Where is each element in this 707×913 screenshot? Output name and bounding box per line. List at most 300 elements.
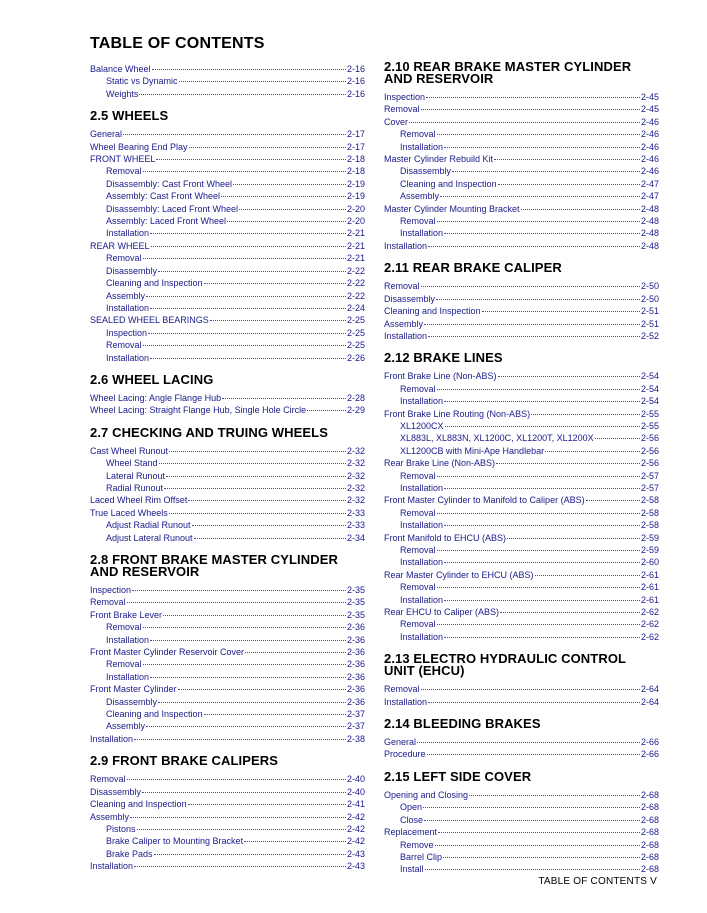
toc-entry-page-number: 2-21: [346, 253, 365, 264]
toc-entry-link[interactable]: [384, 153, 659, 165]
dot-leader: [179, 81, 346, 82]
dot-leader: [204, 283, 346, 284]
toc-entry-page-number: 2-36: [346, 671, 365, 682]
toc-entry-link[interactable]: [90, 634, 365, 646]
toc-entry-page-number: 2-66: [640, 737, 659, 748]
dot-leader: [150, 640, 346, 641]
toc-entry-link[interactable]: [384, 178, 659, 190]
toc-entry-link[interactable]: [384, 839, 659, 851]
toc-entry-label: Installation: [106, 634, 150, 645]
toc-entry-link[interactable]: [90, 596, 365, 608]
toc-entry-link[interactable]: [90, 165, 365, 177]
toc-entry-link[interactable]: [90, 671, 365, 683]
toc-entry-link[interactable]: [384, 863, 659, 875]
section-heading[interactable]: 2.9 FRONT BRAKE CALIPERS: [90, 753, 279, 769]
toc-entry-page-number: 2-21: [346, 228, 365, 239]
toc-entry-link[interactable]: [90, 265, 365, 277]
toc-entry-link[interactable]: [90, 327, 365, 339]
toc-entry-page-number: 2-61: [640, 582, 659, 593]
dot-leader: [409, 122, 640, 123]
toc-entry-page-number: 2-68: [640, 814, 659, 825]
toc-entry-link[interactable]: [384, 128, 659, 140]
toc-entry-label: Installation: [400, 520, 444, 531]
toc-entry-label: Removal: [106, 622, 142, 633]
toc-section-2-12-brake-lines: [384, 352, 659, 643]
dot-leader: [143, 664, 346, 665]
dot-leader: [500, 612, 640, 613]
toc-entry-link[interactable]: [90, 63, 365, 75]
dot-leader: [221, 196, 346, 197]
dot-leader: [210, 320, 346, 321]
dot-leader: [164, 488, 346, 489]
toc-entry-label: Inspection: [384, 92, 426, 102]
toc-entry-link[interactable]: [90, 88, 365, 100]
toc-entry-link[interactable]: [90, 798, 365, 810]
toc-entry-link[interactable]: [90, 352, 365, 364]
toc-entry-page-number: 2-43: [346, 861, 365, 872]
toc-entry-page-number: 2-22: [346, 290, 365, 301]
toc-entry-label: Installation: [400, 141, 444, 152]
toc-entry-page-number: 2-32: [346, 495, 365, 506]
toc-entry-label: Front Brake Line (Non-ABS): [384, 371, 497, 382]
dot-leader: [443, 857, 640, 858]
toc-entry-page-number: 2-68: [640, 827, 659, 838]
dot-leader: [166, 476, 346, 477]
toc-entry-page-number: 2-68: [640, 864, 659, 875]
toc-entry-link[interactable]: [90, 733, 365, 745]
dot-leader: [244, 841, 346, 842]
toc-entry-label: Brake Pads: [106, 848, 153, 859]
toc-entry-link[interactable]: [384, 305, 659, 317]
toc-entry-page-number: 2-21: [346, 240, 365, 251]
toc-entry-link[interactable]: [90, 860, 365, 872]
dot-leader: [150, 358, 346, 359]
toc-section-2-10-rear-brake-master-cylinder-and-reservoir: [384, 61, 659, 252]
toc-entry-label: Wheel Stand: [106, 458, 158, 469]
toc-section-continued: [90, 63, 365, 100]
toc-entry-link[interactable]: [384, 318, 659, 330]
toc-entry-link[interactable]: [384, 683, 659, 695]
toc-entry-link[interactable]: [384, 215, 659, 227]
dot-leader: [156, 159, 346, 160]
section-heading[interactable]: 2.7 CHECKING AND TRUING WHEELS: [90, 424, 328, 440]
toc-entry-link[interactable]: [90, 290, 365, 302]
toc-entry-label: Front Brake Lever: [90, 609, 163, 620]
toc-entry-link[interactable]: [384, 631, 659, 643]
dot-leader: [438, 832, 640, 833]
toc-entry-link[interactable]: [384, 494, 659, 506]
toc-entry-link[interactable]: [90, 457, 365, 469]
dot-leader: [150, 677, 346, 678]
toc-entry-link[interactable]: [90, 584, 365, 596]
toc-entry-label: Installation: [106, 352, 150, 363]
toc-entry-page-number: 2-58: [640, 520, 659, 531]
toc-entry-page-number: 2-20: [346, 203, 365, 214]
dot-leader: [452, 171, 640, 172]
toc-entry-page-number: 2-33: [346, 507, 365, 518]
section-heading[interactable]: 2.12 BRAKE LINES: [384, 350, 503, 366]
toc-entry-link[interactable]: [384, 91, 659, 103]
toc-entry-label: Installation: [400, 594, 444, 605]
toc-section-2-11-rear-brake-caliper: [384, 262, 659, 342]
toc-entry-label: Removal: [400, 507, 436, 518]
toc-entry-page-number: 2-64: [640, 696, 659, 707]
toc-entry-link[interactable]: [90, 848, 365, 860]
toc-entry-link[interactable]: [90, 507, 365, 519]
dot-leader: [437, 389, 640, 390]
toc-entry-link[interactable]: [90, 252, 365, 264]
toc-entry-label: Brake Caliper to Mounting Bracket: [106, 836, 244, 847]
toc-entry-link[interactable]: [384, 445, 659, 457]
toc-entry-link[interactable]: [90, 708, 365, 720]
dot-leader: [150, 308, 346, 309]
toc-entry-link[interactable]: [384, 789, 659, 801]
toc-entry-page-number: 2-40: [346, 786, 365, 797]
toc-entry-page-number: 2-68: [640, 851, 659, 862]
toc-entry-link[interactable]: [384, 696, 659, 708]
toc-entry-page-number: 2-36: [346, 634, 365, 645]
toc-entry-page-number: 2-51: [640, 306, 659, 317]
toc-entry-label: Cover: [384, 116, 409, 127]
toc-entry-label: Removal: [106, 166, 142, 177]
toc-entry-label: Cleaning and Inspection: [90, 799, 187, 810]
toc-entry-link[interactable]: [90, 190, 365, 202]
toc-entry-link[interactable]: [90, 786, 365, 798]
dot-leader: [444, 525, 640, 526]
toc-entry-link[interactable]: [384, 594, 659, 606]
toc-entry-page-number: 2-62: [640, 607, 659, 618]
toc-entry-label: Installation: [384, 240, 428, 251]
toc-entry-label: Assembly: [90, 811, 130, 822]
toc-entry-label: Static vs Dynamic: [106, 76, 178, 87]
toc-entry-page-number: 2-16: [346, 64, 365, 74]
toc-entry-link[interactable]: [384, 432, 659, 444]
section-heading[interactable]: 2.15 LEFT SIDE COVER: [384, 768, 532, 784]
toc-entry-link[interactable]: [90, 823, 365, 835]
toc-entry-page-number: 2-37: [346, 721, 365, 732]
toc-entry-link[interactable]: [384, 826, 659, 838]
dot-leader: [132, 590, 346, 591]
toc-entry-label: XL883L, XL883N, XL1200C, XL1200T, XL1200X: [400, 433, 594, 444]
toc-entry-page-number: 2-46: [640, 141, 659, 152]
toc-entry-page-number: 2-60: [640, 557, 659, 568]
dot-leader: [444, 562, 640, 563]
toc-entry-page-number: 2-18: [346, 166, 365, 177]
toc-entry-page-number: 2-25: [346, 315, 365, 326]
toc-entry-link[interactable]: [384, 330, 659, 342]
toc-entry-page-number: 2-48: [640, 228, 659, 239]
toc-entry-link[interactable]: [90, 482, 365, 494]
toc-entry-link[interactable]: [90, 696, 365, 708]
dot-leader: [143, 345, 346, 346]
section-heading[interactable]: 2.6 WHEEL LACING: [90, 371, 214, 387]
dot-leader: [437, 476, 640, 477]
toc-entry-link[interactable]: [384, 370, 659, 382]
dot-leader: [143, 627, 346, 628]
toc-entry-label: Barrel Clip: [400, 851, 443, 862]
toc-entry-link[interactable]: [384, 482, 659, 494]
toc-entry-page-number: 2-42: [346, 836, 365, 847]
toc-entry-label: SEALED WHEEL BEARINGS: [90, 315, 209, 326]
toc-entry-page-number: 2-46: [640, 116, 659, 127]
toc-entry-page-number: 2-19: [346, 191, 365, 202]
dot-leader: [469, 795, 640, 796]
toc-entry-label: REAR WHEEL: [90, 240, 150, 251]
dot-leader: [427, 754, 640, 755]
dot-leader: [437, 134, 640, 135]
toc-entry-link[interactable]: [384, 190, 659, 202]
toc-entry-label: Installation: [400, 631, 444, 642]
toc-entry-label: Front Master Cylinder: [90, 684, 177, 695]
toc-entry-link[interactable]: [384, 457, 659, 469]
toc-entry-label: Adjust Lateral Runout: [106, 532, 193, 543]
toc-entry-link[interactable]: [90, 470, 365, 482]
toc-entry-link[interactable]: [90, 178, 365, 190]
toc-entry-link[interactable]: [90, 532, 365, 544]
toc-entry-link[interactable]: [90, 835, 365, 847]
toc-entry-page-number: 2-35: [346, 609, 365, 620]
toc-entry-link[interactable]: [90, 811, 365, 823]
toc-entry-link[interactable]: [384, 408, 659, 420]
toc-entry-link[interactable]: [90, 141, 365, 153]
toc-entry-label: Disassembly: [384, 293, 436, 304]
toc-entry-link[interactable]: [90, 658, 365, 670]
toc-entry-page-number: 2-42: [346, 811, 365, 822]
toc-section-2-8-front-brake-master-cylinder-and-reservoir: [90, 554, 365, 745]
toc-entry-label: Installation: [384, 330, 428, 341]
dot-leader: [437, 513, 640, 514]
toc-entry-page-number: 2-26: [346, 352, 365, 363]
toc-entry-link[interactable]: [90, 392, 365, 404]
toc-entry-page-number: 2-42: [346, 823, 365, 834]
dot-leader: [436, 299, 640, 300]
toc-entry-page-number: 2-41: [346, 799, 365, 810]
toc-entry-label: Front Brake Line Routing (Non-ABS): [384, 408, 531, 419]
dot-leader: [425, 869, 640, 870]
dot-leader: [440, 196, 640, 197]
toc-entry-label: General: [384, 737, 417, 748]
toc-entry-link[interactable]: [384, 240, 659, 252]
dot-leader: [494, 159, 640, 160]
toc-entry-link[interactable]: [384, 748, 659, 760]
toc-entry-link[interactable]: [90, 302, 365, 314]
toc-entry-link[interactable]: [90, 519, 365, 531]
toc-section-2-14-bleeding-brakes: [384, 718, 659, 761]
toc-entry-page-number: 2-17: [346, 141, 365, 152]
toc-entry-page-number: 2-51: [640, 318, 659, 329]
toc-entry-link[interactable]: [90, 227, 365, 239]
dot-leader: [222, 398, 346, 399]
toc-entry-label: General: [90, 129, 123, 140]
toc-entry-page-number: 2-48: [640, 203, 659, 214]
toc-entry-label: Removal: [400, 582, 436, 593]
toc-entry-link[interactable]: [384, 569, 659, 581]
toc-entry-link[interactable]: [90, 494, 365, 506]
toc-entry-page-number: 2-68: [640, 802, 659, 813]
toc-entry-label: Remove: [400, 839, 434, 850]
toc-entry-page-number: 2-68: [640, 789, 659, 800]
toc-entry-page-number: 2-68: [640, 839, 659, 850]
toc-entry-page-number: 2-36: [346, 647, 365, 658]
toc-entry-page-number: 2-52: [640, 330, 659, 341]
toc-entry-link[interactable]: [384, 851, 659, 863]
toc-entry-link[interactable]: [384, 532, 659, 544]
toc-entry-link[interactable]: [384, 544, 659, 556]
toc-entry-link[interactable]: [384, 280, 659, 292]
dot-leader: [169, 513, 346, 514]
toc-entry-label: Wheel Lacing: Angle Flange Hub: [90, 392, 222, 403]
toc-entry-label: Assembly: [106, 290, 146, 301]
toc-entry-page-number: 2-22: [346, 278, 365, 289]
dot-leader: [444, 233, 640, 234]
toc-entry-label: Wheel Bearing End Play: [90, 141, 188, 152]
toc-entry-link[interactable]: [90, 75, 365, 87]
toc-entry-link[interactable]: [384, 801, 659, 813]
dot-leader: [545, 451, 640, 452]
toc-entry-page-number: 2-29: [346, 405, 365, 416]
toc-entry-link[interactable]: [384, 420, 659, 432]
section-heading[interactable]: 2.5 WHEELS: [90, 108, 169, 124]
toc-entry-link[interactable]: [90, 773, 365, 785]
dot-leader: [444, 600, 640, 601]
toc-entry-link[interactable]: [90, 314, 365, 326]
toc-entry-label: Cast Wheel Runout: [90, 445, 169, 456]
toc-entry-page-number: 2-25: [346, 327, 365, 338]
toc-entry-label: Lateral Runout: [106, 470, 166, 481]
toc-entry-page-number: 2-36: [346, 684, 365, 695]
dot-leader: [169, 451, 346, 452]
toc-entry-link[interactable]: [90, 646, 365, 658]
toc-section-2-6-wheel-lacing: [90, 371, 365, 417]
dot-leader: [444, 637, 640, 638]
toc-entry-link[interactable]: [384, 470, 659, 482]
toc-entry-label: Disassembly: [400, 166, 452, 177]
dot-leader: [139, 94, 346, 95]
toc-entry-page-number: 2-46: [640, 154, 659, 165]
toc-entry-link[interactable]: [384, 227, 659, 239]
toc-entry-label: Installation: [400, 557, 444, 568]
toc-entry-page-number: 2-48: [640, 216, 659, 227]
dot-leader: [444, 401, 640, 402]
toc-entry-label: Removal: [400, 129, 436, 140]
toc-entry-link[interactable]: [90, 128, 365, 140]
toc-entry-link[interactable]: [384, 736, 659, 748]
toc-entry-link[interactable]: [384, 103, 659, 115]
toc-entry-page-number: 2-58: [640, 507, 659, 518]
toc-entry-link[interactable]: [90, 339, 365, 351]
toc-entry-page-number: 2-32: [346, 458, 365, 469]
toc-entry-link[interactable]: [90, 445, 365, 457]
toc-entry-link[interactable]: [90, 153, 365, 165]
toc-entry-link[interactable]: [384, 141, 659, 153]
dot-leader: [127, 779, 346, 780]
section-heading[interactable]: 2.8 FRONT BRAKE MASTER CYLINDER AND RESERVOIR: [90, 552, 338, 579]
toc-entry-link[interactable]: [90, 683, 365, 695]
toc-entry-link[interactable]: [90, 720, 365, 732]
toc-entry-page-number: 2-24: [346, 302, 365, 313]
toc-entry-label: Radial Runout: [106, 482, 164, 493]
toc-entry-link[interactable]: [384, 581, 659, 593]
dot-leader: [444, 488, 640, 489]
toc-entry-label: Removal: [384, 684, 420, 695]
toc-entry-page-number: 2-36: [346, 659, 365, 670]
toc-entry-page-number: 2-66: [640, 749, 659, 760]
toc-entry-label: Pistons: [106, 823, 136, 834]
toc-entry-link[interactable]: [384, 618, 659, 630]
section-heading[interactable]: 2.10 REAR BRAKE MASTER CYLINDER AND RESERVOIR: [384, 59, 632, 86]
toc-entry-label: Installation: [90, 861, 134, 872]
section-heading[interactable]: 2.14 BLEEDING BRAKES: [384, 716, 541, 732]
toc-entry-link[interactable]: [90, 277, 365, 289]
dot-leader: [498, 376, 640, 377]
toc-entry-link[interactable]: [90, 609, 365, 621]
dot-leader: [150, 233, 346, 234]
toc-entry-page-number: 2-28: [346, 392, 365, 403]
toc-entry-link[interactable]: [384, 293, 659, 305]
toc-entry-link[interactable]: [384, 814, 659, 826]
section-heading[interactable]: 2.13 ELECTRO HYDRAULIC CONTROL UNIT (EHCU): [384, 651, 626, 679]
toc-entry-link[interactable]: [90, 240, 365, 252]
toc-entry-label: Removal: [400, 383, 436, 394]
toc-entry-link[interactable]: [384, 165, 659, 177]
toc-entry-label: Cleaning and Inspection: [106, 278, 203, 289]
toc-entry-link[interactable]: [90, 215, 365, 227]
dot-leader: [134, 739, 346, 740]
dot-leader: [445, 426, 640, 427]
toc-entry-page-number: 2-32: [346, 482, 365, 493]
dot-leader: [146, 296, 346, 297]
toc-entry-page-number: 2-16: [346, 76, 365, 87]
toc-entry-link[interactable]: [384, 519, 659, 531]
dot-leader: [595, 438, 640, 439]
dot-leader: [233, 184, 346, 185]
dot-leader: [123, 134, 346, 135]
section-heading[interactable]: 2.11 REAR BRAKE CALIPER: [384, 260, 562, 276]
toc-entry-link[interactable]: [384, 116, 659, 128]
toc-entry-link[interactable]: [90, 203, 365, 215]
toc-entry-link[interactable]: [384, 507, 659, 519]
toc-entry-link[interactable]: [90, 621, 365, 633]
toc-entry-page-number: 2-62: [640, 631, 659, 642]
toc-entry-link[interactable]: [384, 383, 659, 395]
toc-entry-label: Cleaning and Inspection: [400, 178, 497, 189]
toc-entry-label: Removal: [384, 104, 420, 115]
toc-entry-link[interactable]: [384, 395, 659, 407]
toc-entry-label: True Laced Wheels: [90, 507, 168, 518]
toc-entry-label: Weights: [106, 88, 139, 99]
page-footer: TABLE OF CONTENTS V: [538, 876, 657, 887]
toc-entry-page-number: 2-50: [640, 281, 659, 292]
dot-leader: [531, 414, 640, 415]
toc-entry-label: Disassembly: [106, 265, 158, 276]
dot-leader: [204, 714, 346, 715]
toc-entry-label: Rear Brake Line (Non-ABS): [384, 458, 496, 469]
toc-entry-page-number: 2-20: [346, 216, 365, 227]
toc-entry-page-number: 2-47: [640, 191, 659, 202]
toc-entry-page-number: 2-54: [640, 371, 659, 382]
toc-entry-page-number: 2-61: [640, 594, 659, 605]
dot-leader: [245, 652, 346, 653]
toc-entry-page-number: 2-46: [640, 166, 659, 177]
toc-entry-page-number: 2-56: [640, 445, 659, 456]
toc-entry-page-number: 2-59: [640, 545, 659, 555]
toc-entry-link[interactable]: [384, 606, 659, 618]
toc-entry-link[interactable]: [90, 404, 365, 416]
toc-entry-page-number: 2-35: [346, 597, 365, 608]
toc-entry-link[interactable]: [384, 203, 659, 215]
toc-entry-link[interactable]: [384, 556, 659, 568]
toc-entry-label: Front Master Cylinder to Manifold to Caliper (ABS): [384, 495, 585, 506]
